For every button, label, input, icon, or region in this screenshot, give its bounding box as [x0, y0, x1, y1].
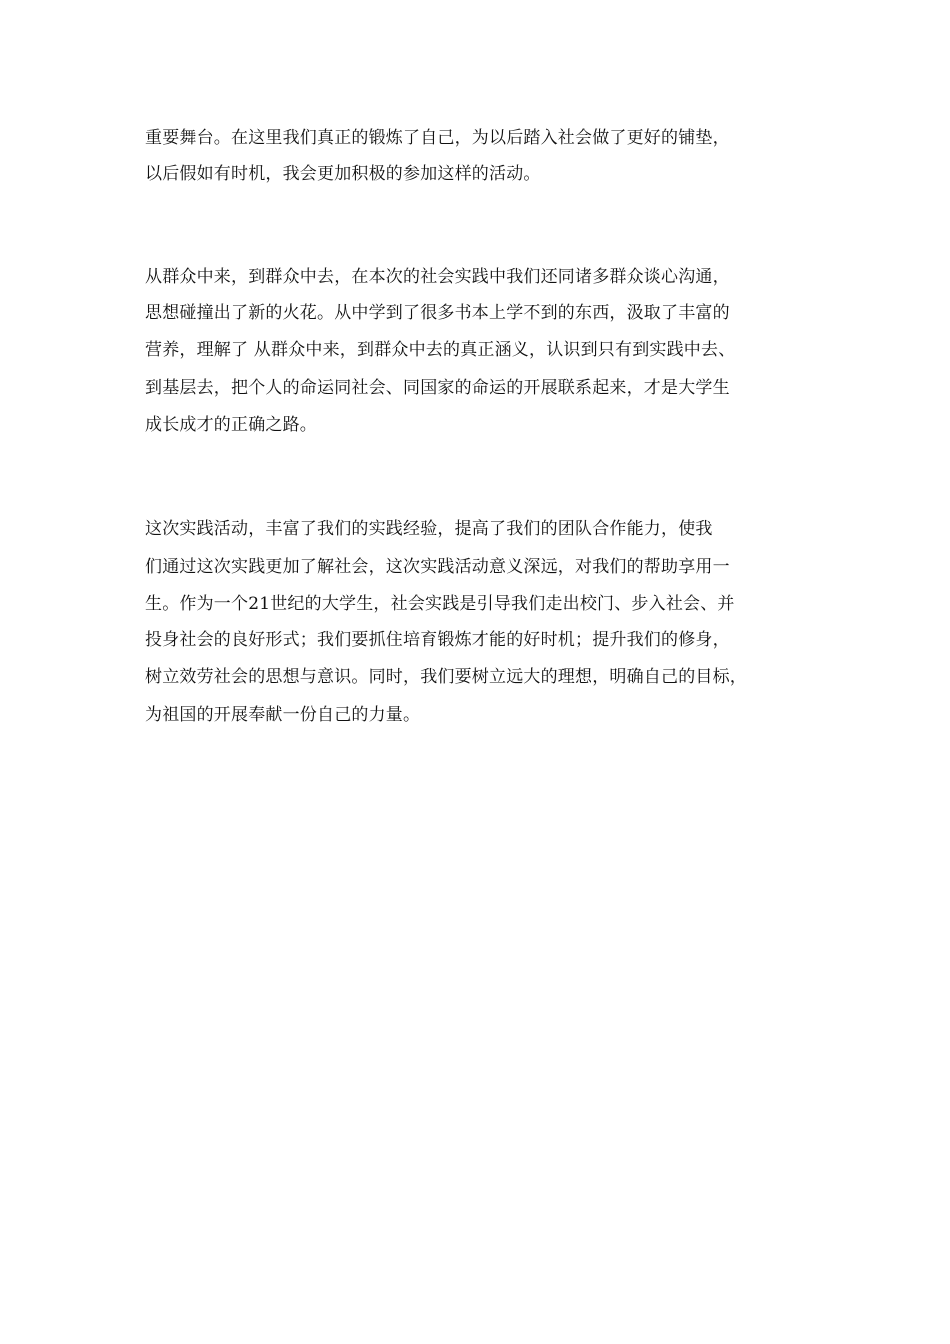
paragraph-3-line-1: 这次实践活动，丰富了我们的实践经验，提高了我们的团队合作能力，使我 — [145, 519, 713, 539]
paragraph-2-line-1: 从群众中来，到群众中去，在本次的社会实践中我们还同诸多群众谈心沟通， — [145, 267, 730, 287]
paragraph-1-line-1: 重要舞台。在这里我们真正的锻炼了自己，为以后踏入社会做了更好的铺垫， — [145, 128, 730, 148]
paragraph-3-line-2: 们通过这次实践更加了解社会，这次实践活动意义深远，对我们的帮助享用一 — [145, 557, 730, 577]
paragraph-2-line-2: 思想碰撞出了新的火花。从中学到了很多书本上学不到的东西，汲取了丰富的 — [145, 303, 730, 323]
paragraph-1-line-2: 以后假如有时机，我会更加积极的参加这样的活动。 — [145, 164, 541, 184]
paragraph-3-line-3: 生。作为一个21世纪的大学生，社会实践是引导我们走出校门、步入社会、并 — [145, 594, 735, 614]
paragraph-2-line-4: 到基层去，把个人的命运同社会、同国家的命运的开展联系起来，才是大学生 — [145, 378, 730, 398]
paragraph-3-line-5: 树立效劳社会的思想与意识。同时，我们要树立远大的理想，明确自己的目标， — [145, 667, 747, 687]
paragraph-3-line-6: 为祖国的开展奉献一份自己的力量。 — [145, 705, 421, 725]
paragraph-3-line-4: 投身社会的良好形式；我们要抓住培育锻炼才能的好时机；提升我们的修身， — [145, 630, 730, 650]
paragraph-2-line-5: 成长成才的正确之路。 — [145, 415, 317, 435]
paragraph-2-line-3: 营养，理解了 从群众中来，到群众中去的真正涵义，认识到只有到实践中去、 — [145, 340, 736, 360]
